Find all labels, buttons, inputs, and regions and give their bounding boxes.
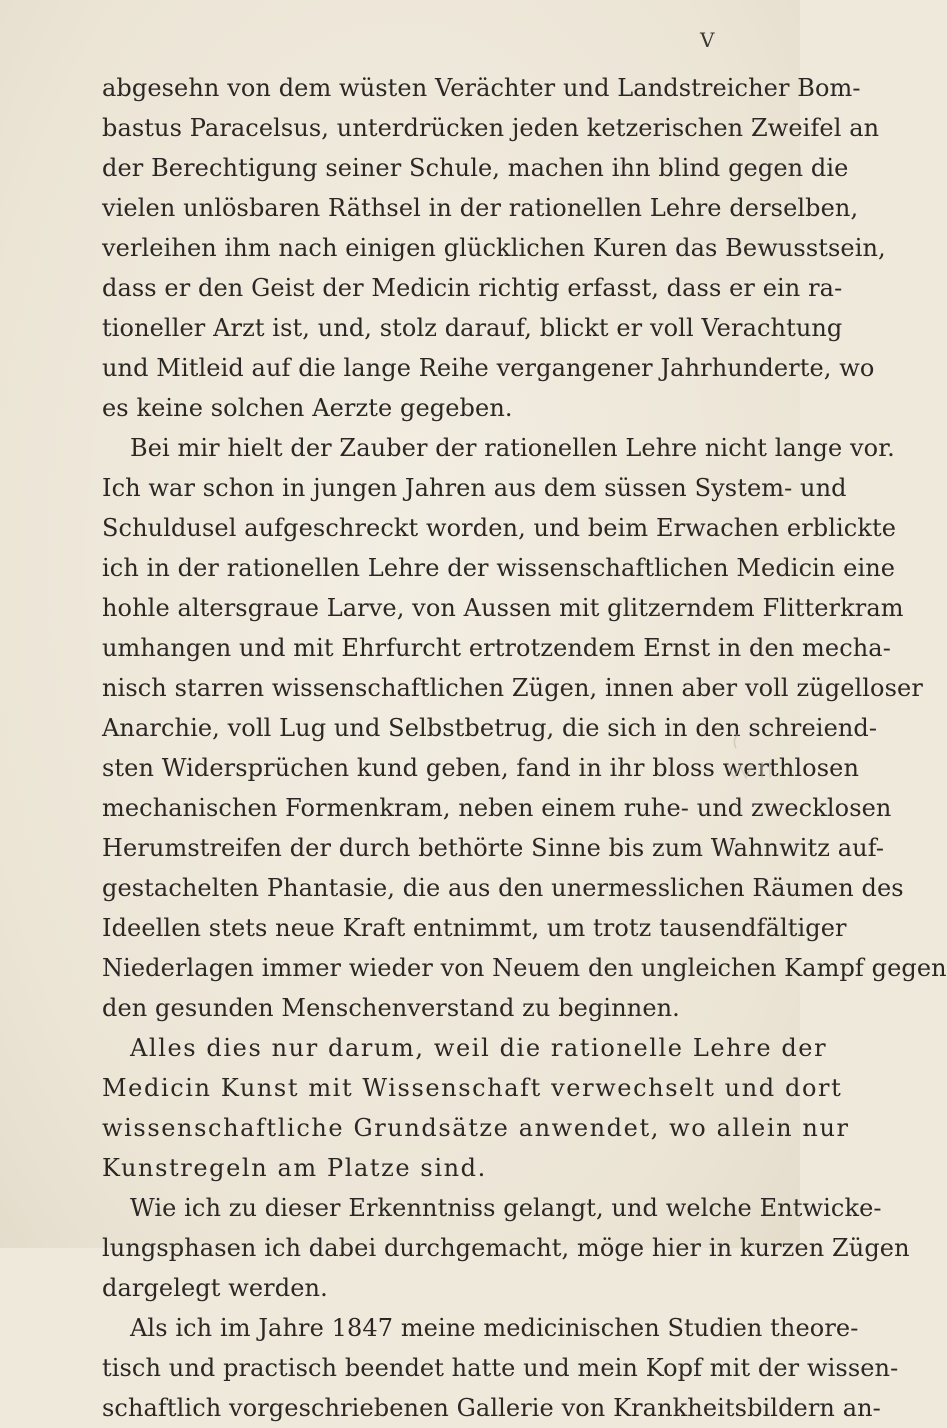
text-line: verleihen ihm nach einigen glücklichen Kuren das Bewusstsein, bbox=[102, 234, 886, 262]
text-line: Schuldusel aufgeschreckt worden, und beim Erwachen erblickte bbox=[102, 514, 897, 542]
text-line: Kunstregeln am Platze sind. bbox=[102, 1154, 487, 1182]
paragraph-start: Bei mir hielt der Zauber der rationellen Lehre nicht lange vor. bbox=[130, 434, 895, 462]
text-line: bastus Paracelsus, unterdrücken jeden ketzerischen Zweifel an bbox=[102, 114, 880, 142]
text-line: und Mitleid auf die lange Reihe vergangener Jahrhunderte, wo bbox=[102, 354, 875, 382]
text-line: gestachelten Phantasie, die aus den unermesslichen Räumen des bbox=[102, 874, 904, 902]
text-line: der Berechtigung seiner Schule, machen ihn blind gegen die bbox=[102, 154, 849, 182]
paragraph-start: Alles dies nur darum, weil die rationelle Lehre der bbox=[130, 1034, 828, 1062]
text-line: Ich war schon in jungen Jahren aus dem süssen System- und bbox=[102, 474, 847, 502]
text-line: abgesehn von dem wüsten Verächter und Landstreicher Bom- bbox=[102, 74, 861, 102]
text-line: Medicin Kunst mit Wissenschaft verwechselt und dort bbox=[102, 1074, 843, 1102]
show-through-marks bbox=[722, 730, 792, 790]
page-number: V bbox=[700, 28, 715, 52]
text-line: schaftlich vorgeschriebenen Gallerie von Krankheitsbildern an- bbox=[102, 1394, 881, 1422]
text-line: wissenschaftliche Grundsätze anwendet, wo allein nur bbox=[102, 1114, 850, 1142]
paragraph-start: Als ich im Jahre 1847 meine medicinischen Studien theore- bbox=[130, 1314, 859, 1342]
text-line: dass er den Geist der Medicin richtig erfasst, dass er ein ra- bbox=[102, 274, 843, 302]
body-text bbox=[102, 68, 947, 1428]
text-line: dargelegt werden. bbox=[102, 1274, 328, 1302]
text-line: umhangen und mit Ehrfurcht ertrotzendem Ernst in den mecha- bbox=[102, 634, 891, 662]
paragraph-start: Wie ich zu dieser Erkenntniss gelangt, und welche Entwicke- bbox=[130, 1194, 882, 1222]
text-line: Ideellen stets neue Kraft entnimmt, um trotz tausendfältiger bbox=[102, 914, 847, 942]
text-line: Niederlagen immer wieder von Neuem den ungleichen Kampf gegen bbox=[102, 954, 947, 982]
text-line: sten Widersprüchen kund geben, fand in ihr bloss werthlosen bbox=[102, 754, 860, 782]
text-line: vielen unlösbaren Räthsel in der rationellen Lehre derselben, bbox=[102, 194, 859, 222]
text-line: es keine solchen Aerzte gegeben. bbox=[102, 394, 513, 422]
text-line: tisch und practisch beendet hatte und mein Kopf mit der wissen- bbox=[102, 1354, 899, 1382]
text-line: Herumstreifen der durch bethörte Sinne bis zum Wahnwitz auf- bbox=[102, 834, 885, 862]
text-line: hohle altersgraue Larve, von Aussen mit glitzerndem Flitterkram bbox=[102, 594, 904, 622]
text-line: lungsphasen ich dabei durchgemacht, möge hier in kurzen Zügen bbox=[102, 1234, 910, 1262]
text-line: ich in der rationellen Lehre der wissenschaftlichen Medicin eine bbox=[102, 554, 896, 582]
text-line: nisch starren wissenschaftlichen Zügen, innen aber voll zügelloser bbox=[102, 674, 923, 702]
text-line: mechanischen Formenkram, neben einem ruhe- und zwecklosen bbox=[102, 794, 892, 822]
text-line: den gesunden Menschenverstand zu beginnen. bbox=[102, 994, 680, 1022]
text-line: tioneller Arzt ist, und, stolz darauf, blickt er voll Verachtung bbox=[102, 314, 843, 342]
text-line: Anarchie, voll Lug und Selbstbetrug, die sich in den schreiend- bbox=[102, 714, 878, 742]
